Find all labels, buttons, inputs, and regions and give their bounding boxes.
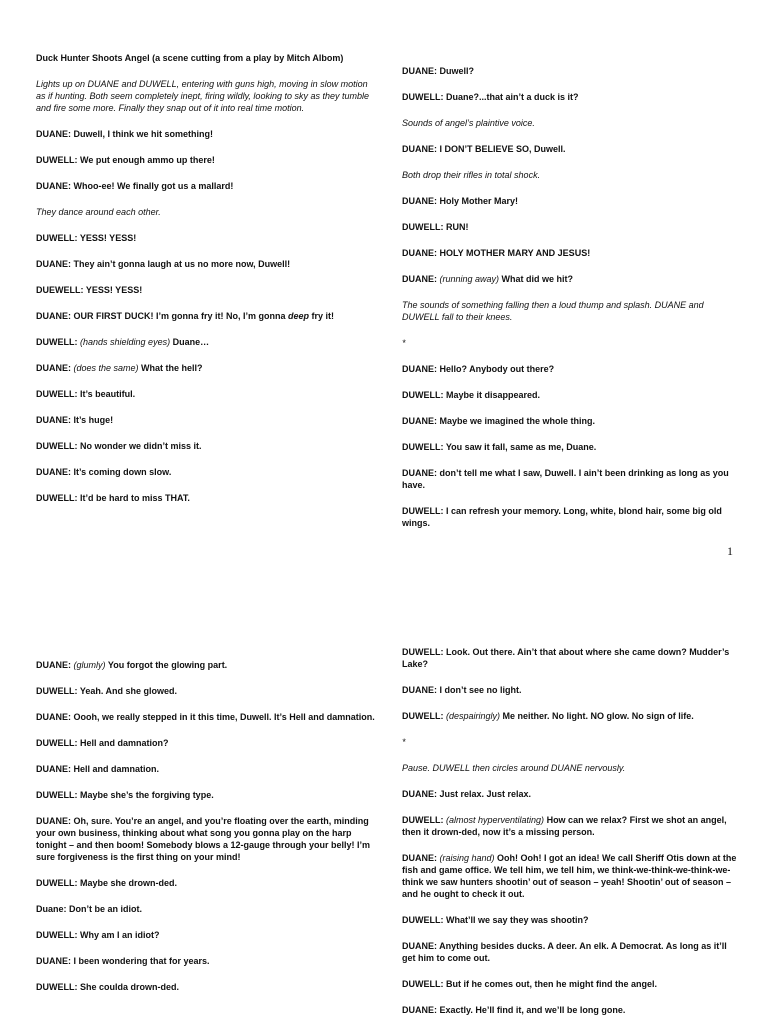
dialogue-text: Whoo-ee! We finally got us a mallard! bbox=[71, 181, 234, 191]
dialogue-text: Yeah. And she glowed. bbox=[77, 686, 178, 696]
dialogue-text: You saw it fall, same as me, Duane. bbox=[443, 442, 597, 452]
dialogue-line bbox=[402, 852, 742, 900]
dialogue-line bbox=[402, 788, 742, 800]
dialogue-text: It’s huge! bbox=[71, 415, 114, 425]
speaker-name: DUANE: bbox=[402, 66, 437, 76]
page2-left-column bbox=[36, 659, 376, 1007]
speaker-name: DUWELL: bbox=[36, 930, 78, 940]
dialogue-line bbox=[36, 284, 376, 296]
speaker-name: DUANE: bbox=[36, 956, 71, 966]
dialogue-line bbox=[36, 492, 376, 504]
dialogue-text: Maybe she’s the forgiving type. bbox=[77, 790, 214, 800]
page1-left-column bbox=[36, 52, 376, 518]
dialogue-text: Duwell, I think we hit something! bbox=[71, 129, 214, 139]
dialogue-line bbox=[402, 814, 742, 838]
speaker-name: DUANE: bbox=[36, 467, 71, 477]
dialogue-text: They ain’t gonna laugh at us no more now, Duwell! bbox=[71, 259, 291, 269]
dialogue-line bbox=[402, 978, 742, 990]
speaker-name: DUANE: bbox=[36, 181, 71, 191]
stage-direction-text: They dance around each other. bbox=[36, 207, 161, 217]
dialogue-text: fry it! bbox=[309, 311, 335, 321]
dialogue-text: Maybe she drown-ded. bbox=[77, 878, 178, 888]
stage-direction-paragraph bbox=[402, 762, 742, 774]
dialogue-text: Holy Mother Mary! bbox=[437, 196, 519, 206]
dialogue-line bbox=[402, 467, 742, 491]
stage-direction: (almost hyperventilating) bbox=[446, 815, 545, 825]
stage-direction-paragraph bbox=[36, 206, 376, 218]
speaker-name: DUWELL: bbox=[402, 979, 444, 989]
dialogue-text: Maybe we imagined the whole thing. bbox=[437, 416, 596, 426]
speaker-name: DUANE: bbox=[36, 660, 71, 670]
speaker-name: Duane: bbox=[36, 904, 67, 914]
scene-break bbox=[402, 736, 742, 748]
speaker-name: DUWELL: bbox=[402, 442, 444, 452]
dialogue-line bbox=[36, 336, 376, 348]
dialogue-text: I DON’T BELIEVE SO, Duwell. bbox=[437, 144, 566, 154]
dialogue-line bbox=[402, 914, 742, 926]
speaker-name: DUWELL: bbox=[36, 790, 78, 800]
dialogue-line bbox=[402, 363, 742, 375]
speaker-name: DUWELL: bbox=[402, 390, 444, 400]
speaker-name: DUWELL: bbox=[402, 711, 444, 721]
dialogue-text: What the hell? bbox=[138, 363, 203, 373]
dialogue-line bbox=[36, 154, 376, 166]
speaker-name: DUANE: bbox=[402, 853, 437, 863]
dialogue-text: Hello? Anybody out there? bbox=[437, 364, 555, 374]
speaker-name: DUANE: bbox=[36, 129, 71, 139]
dialogue-line bbox=[36, 310, 376, 322]
scene-title: Duck Hunter Shoots Angel (a scene cutting from a play by Mitch Albom) bbox=[36, 53, 344, 63]
dialogue-line bbox=[402, 389, 742, 401]
stage-direction-text: Pause. DUWELL then circles around DUANE nervously. bbox=[402, 763, 626, 773]
speaker-name: DUANE: bbox=[36, 712, 71, 722]
stage-direction: (raising hand) bbox=[439, 853, 495, 863]
speaker-name: DUWELL: bbox=[402, 92, 444, 102]
dialogue-line bbox=[36, 903, 376, 915]
dialogue-text: RUN! bbox=[443, 222, 469, 232]
stage-direction-paragraph bbox=[402, 169, 742, 181]
dialogue-text: What’ll we say they was shootin? bbox=[443, 915, 589, 925]
dialogue-text: Duane?...that ain’t a duck is it? bbox=[443, 92, 579, 102]
dialogue-text: It’s beautiful. bbox=[77, 389, 136, 399]
dialogue-text: Maybe it disappeared. bbox=[443, 390, 541, 400]
speaker-name: DUWELL: bbox=[402, 506, 444, 516]
dialogue-line bbox=[36, 685, 376, 697]
dialogue-line bbox=[36, 414, 376, 426]
dialogue-line bbox=[36, 737, 376, 749]
dialogue-line bbox=[402, 65, 742, 77]
speaker-name: DUWELL: bbox=[36, 441, 78, 451]
stage-direction: (glumly) bbox=[73, 660, 106, 670]
speaker-name: DUANE: bbox=[402, 364, 437, 374]
speaker-name: DUANE: bbox=[402, 274, 437, 284]
dialogue-text: I can refresh your memory. Long, white, blond hair, some big old wings. bbox=[402, 506, 722, 528]
dialogue-line bbox=[402, 415, 742, 427]
dialogue-line bbox=[402, 195, 742, 207]
page2-right-column bbox=[402, 646, 742, 1030]
dialogue-line bbox=[402, 505, 742, 529]
speaker-name: DUANE: bbox=[402, 196, 437, 206]
speaker-name: DUWELL: bbox=[36, 233, 78, 243]
stage-direction-text: Both drop their rifles in total shock. bbox=[402, 170, 541, 180]
speaker-name: DUANE: bbox=[36, 764, 71, 774]
dialogue-line bbox=[36, 763, 376, 775]
dialogue-line bbox=[402, 247, 742, 259]
dialogue-line bbox=[402, 940, 742, 964]
dialogue-text: OUR FIRST DUCK! I’m gonna fry it! No, I’m gonna bbox=[71, 311, 288, 321]
dialogue-text: I been wondering that for years. bbox=[71, 956, 210, 966]
dialogue-text: Hell and damnation? bbox=[77, 738, 169, 748]
stage-direction-paragraph bbox=[402, 299, 742, 323]
dialogue-text: We put enough ammo up there! bbox=[77, 155, 215, 165]
speaker-name: DUANE: bbox=[402, 1005, 437, 1015]
dialogue-text: Look. Out there. Ain’t that about where she came down? Mudder’s Lake? bbox=[402, 647, 730, 669]
stage-direction: (hands shielding eyes) bbox=[80, 337, 171, 347]
dialogue-line bbox=[402, 143, 742, 155]
page-number: 1 bbox=[727, 544, 733, 558]
dialogue-text: She coulda drown-ded. bbox=[77, 982, 180, 992]
dialogue-line bbox=[36, 815, 376, 863]
dialogue-text: Anything besides ducks. A deer. An elk. A Democrat. As long as it’ll get him to come out. bbox=[402, 941, 727, 963]
speaker-name: DUANE: bbox=[402, 416, 437, 426]
dialogue-line bbox=[36, 981, 376, 993]
speaker-name: DUANE: bbox=[402, 144, 437, 154]
dialogue-text: Me neither. No light. NO glow. No sign of life. bbox=[500, 711, 694, 721]
stage-direction-text: * bbox=[402, 737, 406, 747]
stage-direction-text: Sounds of angel’s plaintive voice. bbox=[402, 118, 535, 128]
speaker-name: DUWELL: bbox=[402, 915, 444, 925]
dialogue-text: Exactly. He’ll find it, and we’ll be long gone. bbox=[437, 1005, 626, 1015]
dialogue-text: Duane… bbox=[170, 337, 210, 347]
speaker-name: DUANE: bbox=[402, 685, 437, 695]
stage-direction: (does the same) bbox=[73, 363, 139, 373]
dialogue-text: No wonder we didn’t miss it. bbox=[77, 441, 202, 451]
speaker-name: DUWELL: bbox=[36, 389, 78, 399]
speaker-name: DUANE: bbox=[36, 816, 71, 826]
speaker-name: DUWELL: bbox=[36, 878, 78, 888]
speaker-name: DUANE: bbox=[36, 363, 71, 373]
dialogue-text: Oh, sure. You’re an angel, and you’re floating over the earth, minding your own business, thinking about what song you gonna play on the harp tonight – and then boom! Somebody blows a 12-gauge through your belly! I’m sure forgiveness is the first thing on your mind! bbox=[36, 816, 371, 862]
dialogue-text: Just relax. Just relax. bbox=[437, 789, 532, 799]
dialogue-text: Oooh, we really stepped in it this time, Duwell. It’s Hell and damnation. bbox=[71, 712, 375, 722]
dialogue-text: You forgot the glowing part. bbox=[105, 660, 228, 670]
dialogue-line bbox=[402, 441, 742, 453]
dialogue-line bbox=[36, 232, 376, 244]
dialogue-text: How can we relax? First we shot an angel, then it drown-ded, now it’s a missing person. bbox=[402, 815, 727, 837]
dialogue-line bbox=[36, 955, 376, 967]
stage-direction-paragraph bbox=[402, 117, 742, 129]
dialogue-line bbox=[36, 789, 376, 801]
dialogue-text: But if he comes out, then he might find the angel. bbox=[443, 979, 658, 989]
speaker-name: DUWELL: bbox=[36, 738, 78, 748]
dialogue-text: HOLY MOTHER MARY AND JESUS! bbox=[437, 248, 591, 258]
speaker-name: DUANE: bbox=[402, 248, 437, 258]
dialogue-text: Why am I an idiot? bbox=[77, 930, 160, 940]
dialogue-line bbox=[402, 221, 742, 233]
dialogue-text: don’t tell me what I saw, Duwell. I ain’t been drinking as long as you have. bbox=[402, 468, 729, 490]
dialogue-line bbox=[402, 273, 742, 285]
page1-right-column bbox=[402, 65, 742, 543]
dialogue-line bbox=[402, 710, 742, 722]
dialogue-line bbox=[36, 659, 376, 671]
dialogue-line bbox=[402, 91, 742, 103]
dialogue-text: Duwell? bbox=[437, 66, 475, 76]
stage-direction-text: Lights up on DUANE and DUWELL, entering with guns high, moving in slow motion as if hunting. Both seem completely inept, firing wildly, looking to sky as they tumble and fire some more. Finally they snap out of it into real time motion. bbox=[36, 79, 369, 113]
speaker-name: DUWELL: bbox=[402, 222, 444, 232]
stage-direction: (despairingly) bbox=[446, 711, 501, 721]
speaker-name: DUWELL: bbox=[402, 647, 444, 657]
dialogue-line bbox=[36, 929, 376, 941]
dialogue-line bbox=[36, 440, 376, 452]
dialogue-text: I don’t see no light. bbox=[437, 685, 522, 695]
speaker-name: DUANE: bbox=[36, 259, 71, 269]
speaker-name: DUANE: bbox=[402, 789, 437, 799]
dialogue-line bbox=[402, 1004, 742, 1016]
dialogue-text: What did we hit? bbox=[499, 274, 574, 284]
dialogue-text: Hell and damnation. bbox=[71, 764, 160, 774]
stage-direction-text: * bbox=[402, 338, 406, 348]
dialogue-line bbox=[36, 362, 376, 374]
speaker-name: DUWELL: bbox=[36, 982, 78, 992]
dialogue-line bbox=[36, 180, 376, 192]
dialogue-text: Don’t be an idiot. bbox=[66, 904, 143, 914]
speaker-name: DUEWELL: bbox=[36, 285, 84, 295]
dialogue-line bbox=[36, 466, 376, 478]
speaker-name: DUWELL: bbox=[402, 815, 444, 825]
speaker-name: DUANE: bbox=[402, 468, 437, 478]
dialogue-line bbox=[36, 711, 376, 723]
stage-direction-text: The sounds of something falling then a loud thump and splash. DUANE and DUWELL fall to their knees. bbox=[402, 300, 704, 322]
dialogue-line bbox=[36, 877, 376, 889]
speaker-name: DUWELL: bbox=[36, 337, 78, 347]
speaker-name: DUWELL: bbox=[36, 155, 78, 165]
dialogue-text: YESS! YESS! bbox=[83, 285, 143, 295]
dialogue-text: YESS! YESS! bbox=[77, 233, 137, 243]
speaker-name: DUWELL: bbox=[36, 686, 78, 696]
dialogue-emphasis: deep bbox=[288, 311, 310, 321]
stage-direction: (running away) bbox=[439, 274, 500, 284]
stage-direction-paragraph bbox=[36, 78, 376, 114]
speaker-name: DUANE: bbox=[36, 415, 71, 425]
speaker-name: DUANE: bbox=[402, 941, 437, 951]
dialogue-text: Ooh! Ooh! I got an idea! We call Sheriff Otis down at the fish and game office. We tell him, we tell him, we think-we-think-we-think-we-think we saw hunters shootin’ out of season – yeah! Shootin’ out of season – and he ought to check it out. bbox=[402, 853, 737, 899]
dialogue-line bbox=[36, 128, 376, 140]
dialogue-text: It’d be hard to miss THAT. bbox=[77, 493, 190, 503]
dialogue-line bbox=[36, 258, 376, 270]
dialogue-line bbox=[402, 684, 742, 696]
dialogue-text: It’s coming down slow. bbox=[71, 467, 172, 477]
speaker-name: DUANE: bbox=[36, 311, 71, 321]
dialogue-line bbox=[402, 646, 742, 670]
scene-break bbox=[402, 337, 742, 349]
speaker-name: DUWELL: bbox=[36, 493, 78, 503]
dialogue-line bbox=[36, 388, 376, 400]
